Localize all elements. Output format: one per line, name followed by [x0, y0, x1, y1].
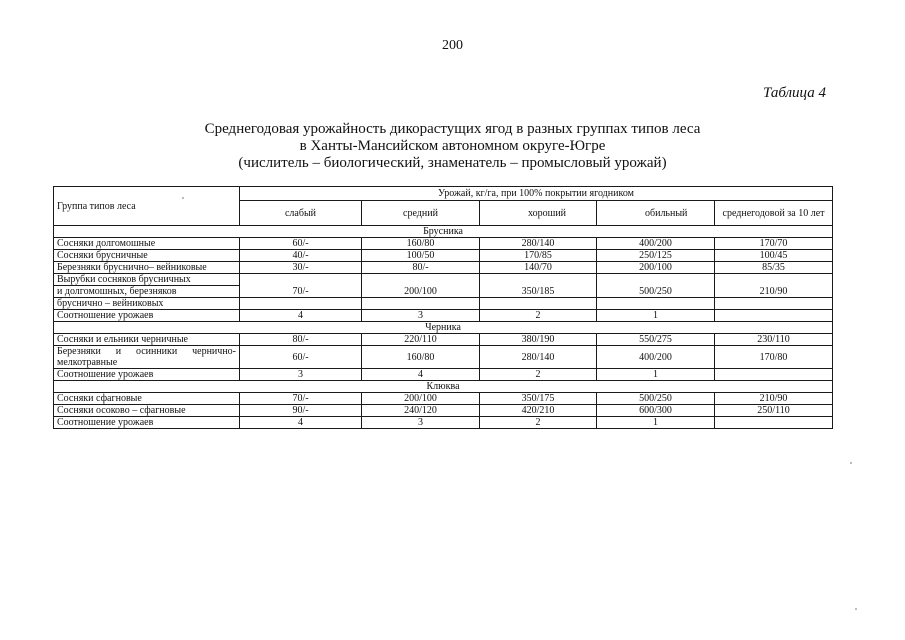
table-title — [0, 121, 905, 172]
table-cell: 200/100 — [362, 286, 480, 298]
table-cell: 80/- — [362, 262, 480, 274]
table-cell: 140/70 — [480, 262, 597, 274]
row-label: бруснично – вейниковых — [54, 298, 240, 310]
table-cell: 170/80 — [715, 346, 833, 369]
table-cell: 4 — [240, 310, 362, 322]
table-cell: 280/140 — [480, 346, 597, 369]
row-label: Соотношение урожаев — [54, 417, 240, 429]
section-header: Клюква — [54, 381, 833, 393]
table-cell: 2 — [480, 310, 597, 322]
row-label: Березняки бруснично– вейниковые — [54, 262, 240, 274]
table-cell: 100/45 — [715, 250, 833, 262]
row-label: Березняки и осинники чернично-мелкотравные — [54, 346, 240, 369]
table-cell: 230/110 — [715, 334, 833, 346]
column-header: слабый — [240, 201, 362, 226]
table-cell: 220/110 — [362, 334, 480, 346]
section-header: Брусника — [54, 226, 833, 238]
table-cell: 1 — [597, 310, 715, 322]
table-cell: 90/- — [240, 405, 362, 417]
row-label: Сосняки долгомошные — [54, 238, 240, 250]
table-cell: 160/80 — [362, 238, 480, 250]
group-header: Группа типов леса — [54, 187, 240, 226]
row-label: Соотношение урожаев — [54, 310, 240, 322]
table-cell: 70/- — [240, 286, 362, 298]
table-cell: 2 — [480, 417, 597, 429]
table-cell: 100/50 — [362, 250, 480, 262]
table-cell: 500/250 — [597, 393, 715, 405]
table-cell: 210/90 — [715, 286, 833, 298]
title-line-1: Среднегодовая урожайность дикорастущих ягод в разных группах типов леса — [204, 121, 701, 137]
table-cell — [715, 369, 833, 381]
table-cell: 1 — [597, 417, 715, 429]
table-cell: 80/- — [240, 334, 362, 346]
table-label: Таблица 4 — [763, 85, 826, 101]
title-line-3: (числитель – биологический, знаменатель – промысловый урожай) — [238, 155, 667, 171]
row-label: и долгомошных, березняков — [54, 286, 240, 298]
table-cell: 200/100 — [362, 393, 480, 405]
row-label: Сосняки и ельники черничные — [54, 334, 240, 346]
table-cell: 200/100 — [597, 262, 715, 274]
table-cell: 40/- — [240, 250, 362, 262]
title-line-2: в Ханты-Мансийском автономном округе-Югре — [299, 138, 606, 154]
table-cell: 30/- — [240, 262, 362, 274]
table-cell: 160/80 — [362, 346, 480, 369]
scan-speck — [855, 608, 857, 610]
scan-speck — [182, 197, 184, 199]
table-cell: 250/110 — [715, 405, 833, 417]
section-header: Черника — [54, 322, 833, 334]
table-cell: 170/70 — [715, 238, 833, 250]
table-cell: 380/190 — [480, 334, 597, 346]
page-number: 200 — [442, 38, 463, 53]
column-header: средний — [362, 201, 480, 226]
table-cell: 1 — [597, 369, 715, 381]
table-cell: 4 — [362, 369, 480, 381]
column-header: хороший — [480, 201, 597, 226]
column-header-text: среднегодовой за 10 лет — [722, 207, 825, 219]
yield-table — [53, 186, 833, 429]
table-cell: 250/125 — [597, 250, 715, 262]
table-cell: 3 — [240, 369, 362, 381]
table-cell: 550/275 — [597, 334, 715, 346]
column-header: обильный — [597, 201, 715, 226]
row-label: Сосняки осоково – сфагновые — [54, 405, 240, 417]
table-cell — [715, 417, 833, 429]
table-cell: 350/175 — [480, 393, 597, 405]
table-cell — [715, 310, 833, 322]
table-cell: 170/85 — [480, 250, 597, 262]
table-cell: 280/140 — [480, 238, 597, 250]
table-cell: 400/200 — [597, 238, 715, 250]
table-cell: 350/185 — [480, 286, 597, 298]
row-label: Вырубки сосняков брусничных — [54, 274, 240, 286]
table-cell: 240/120 — [362, 405, 480, 417]
table-cell: 2 — [480, 369, 597, 381]
table-cell: 3 — [362, 417, 480, 429]
table-cell: 3 — [362, 310, 480, 322]
table-cell: 400/200 — [597, 346, 715, 369]
table-cell: 500/250 — [597, 286, 715, 298]
yield-header: Урожай, кг/га, при 100% покрытии ягодником — [240, 187, 833, 201]
row-label: Сосняки брусничные — [54, 250, 240, 262]
table-cell: 60/- — [240, 238, 362, 250]
column-header — [715, 201, 833, 226]
table-cell: 4 — [240, 417, 362, 429]
row-label: Сосняки сфагновые — [54, 393, 240, 405]
row-label: Соотношение урожаев — [54, 369, 240, 381]
table-cell: 600/300 — [597, 405, 715, 417]
table-cell: 70/- — [240, 393, 362, 405]
table-cell: 60/- — [240, 346, 362, 369]
table-cell: 420/210 — [480, 405, 597, 417]
table-cell: 85/35 — [715, 262, 833, 274]
table-cell: 210/90 — [715, 393, 833, 405]
scan-speck — [850, 462, 852, 464]
